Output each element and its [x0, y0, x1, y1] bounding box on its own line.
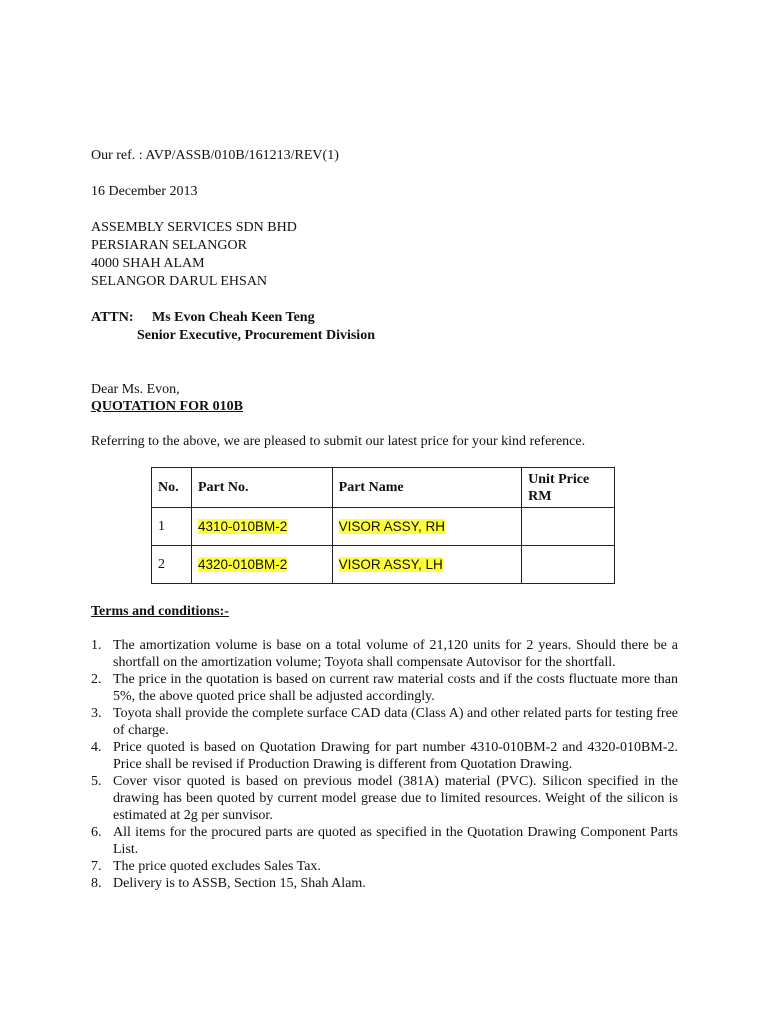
intro-paragraph: Referring to the above, we are pleased to submit our latest price for your kind reference.	[91, 434, 586, 449]
term-text: The price quoted excludes Sales Tax.	[113, 859, 321, 874]
reference-line: Our ref. : AVP/ASSB/010B/161213/REV(1)	[91, 148, 339, 163]
term-number: 3.	[91, 706, 102, 721]
term-text: All items for the procured parts are quoted as specified in the Quotation Drawing Component Parts List.	[113, 825, 678, 857]
terms-list	[91, 637, 678, 892]
term-text: Cover visor quoted is based on previous model (381A) material (PVC). Silicon specified in the drawing has been quoted by current model grease due to limited resources. Weight of the silicon is estimated at 2g per sunvisor.	[113, 774, 678, 823]
table-header-row	[152, 468, 615, 508]
part-name-highlight: VISOR ASSY, LH	[338, 556, 443, 572]
cell-part-no	[191, 546, 332, 584]
term-number: 5.	[91, 774, 102, 789]
cell-part-name	[332, 508, 522, 546]
term-number: 6.	[91, 825, 102, 840]
term-number: 4.	[91, 740, 102, 755]
terms-heading: Terms and conditions:-	[91, 604, 229, 619]
table-row	[152, 546, 615, 584]
list-item	[91, 637, 678, 671]
header-unit-price: Unit Price RM	[522, 468, 615, 508]
cell-unit-price	[522, 546, 615, 584]
cell-unit-price	[522, 508, 615, 546]
cell-part-name	[332, 546, 522, 584]
header-no: No.	[152, 468, 192, 508]
table-row	[152, 508, 615, 546]
term-text: Toyota shall provide the complete surface CAD data (Class A) and other related parts for testing free of charge.	[113, 706, 678, 738]
address-line: SELANGOR DARUL EHSAN	[91, 274, 268, 289]
term-number: 2.	[91, 672, 102, 687]
salutation: Dear Ms. Evon,	[91, 382, 180, 397]
cell-no: 1	[152, 508, 192, 546]
letter-date: 16 December 2013	[91, 184, 198, 199]
header-part-name: Part Name	[332, 468, 522, 508]
address-line: PERSIARAN SELANGOR	[91, 238, 247, 253]
header-part-no: Part No.	[191, 468, 332, 508]
parts-table	[151, 467, 615, 584]
term-number: 1.	[91, 638, 102, 653]
list-item	[91, 858, 678, 875]
list-item	[91, 739, 678, 773]
list-item	[91, 875, 678, 892]
term-text: The amortization volume is base on a total volume of 21,120 units for 2 years. Should there be a shortfall on the amortization volume; Toyota shall compensate Autovisor for the shortfall.	[113, 638, 678, 670]
term-text: The price in the quotation is based on current raw material costs and if the costs fluctuate more than 5%, the above quoted price shall be adjusted accordingly.	[113, 672, 678, 704]
term-number: 7.	[91, 859, 102, 874]
part-no-highlight: 4320-010BM-2	[197, 556, 288, 572]
address-line: ASSEMBLY SERVICES SDN BHD	[91, 220, 297, 235]
list-item	[91, 671, 678, 705]
attn-label: ATTN:	[91, 310, 134, 325]
term-text: Price quoted is based on Quotation Drawing for part number 4310-010BM-2 and 4320-010BM-2. Price shall be revised if Production Drawing is different from Quotation Drawing.	[113, 740, 678, 772]
address-line: 4000 SHAH ALAM	[91, 256, 205, 271]
part-name-highlight: VISOR ASSY, RH	[338, 518, 445, 534]
term-number: 8.	[91, 876, 102, 891]
attn-title: Senior Executive, Procurement Division	[137, 328, 375, 343]
list-item	[91, 773, 678, 824]
cell-no: 2	[152, 546, 192, 584]
subject-heading: QUOTATION FOR 010B	[91, 399, 243, 414]
list-item	[91, 824, 678, 858]
term-text: Delivery is to ASSB, Section 15, Shah Alam.	[113, 876, 366, 891]
cell-part-no	[191, 508, 332, 546]
part-no-highlight: 4310-010BM-2	[197, 518, 288, 534]
list-item	[91, 705, 678, 739]
attn-name: Ms Evon Cheah Keen Teng	[152, 310, 315, 325]
